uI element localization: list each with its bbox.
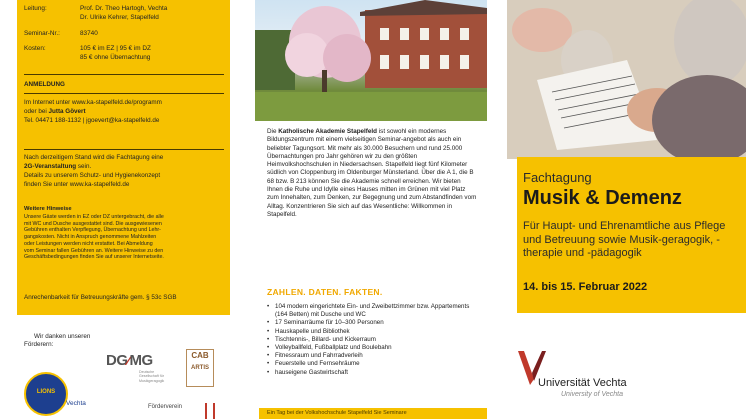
foerderverein-logo	[205, 403, 215, 419]
hints-text: Unsere Gäste werden in EZ oder DZ untergebracht, die alle mit WC und Dusche ausgestattet sind. Die ausgewiesenen Gebühren enthalten Verpflegung, Übernachtung und Lehr- gangskosten. Nicht in Anspruch genommene Mahlzeiten oder Leistungen werden nicht erstattet. Bei Abmeldung vom Seminar fallen Gebühren an. Weitere Hinweise zu den Geschäftsbedingungen finden Sie auf unserer Internetseite.	[24, 214, 164, 261]
academy-photo	[255, 0, 487, 121]
list-item: • hauseigene Gastwirtschaft	[267, 369, 477, 377]
list-item: • Fitnessraum und Fahrradverleih	[267, 352, 477, 360]
dgmg-logo: DG⁄MG	[106, 352, 153, 369]
facts-heading: ZAHLEN. DATEN. FAKTEN.	[267, 287, 383, 297]
event-type: Fachtagung	[523, 170, 592, 185]
list-item: • Volleyballfeld, Fußballplatz und Boulebahn	[267, 344, 477, 352]
academy-description: Die Katholische Akademie Stapelfeld ist sowohl ein modernes Bildungszentrum mit einem vielseitigen Seminar-angebot als auch ein beliebter Tagungsort. Mit mehr als 30.000 Besuchern und rund 25.000 Übernachtungen pro Jahr gehören wir zu den größten Heimvolkshochschulen in Niedersachsen. Stapelfeld liegt fünf Kilometer südlich von Cloppenburg im Oldenburger Münsterland. Über die A 1, die B 68 bzw. B 213 können Sie die Akademie schnell erreichen. Wir bieten Ihnen die Ruhe und Idylle eines Hauses mitten im Grünen mit viel Platz zum Innehalten, zum Denken, zur Begegnung und zum Abstandfinden vom Alltag. Konzentrieren Sie sich auf das Wesentliche: Willkommen in Stapelfeld.	[267, 128, 477, 218]
list-item: • 104 modern eingerichtete Ein- und Zweibettzimmer bzw. Appartements (164 Betten) mit Dusche und WC	[267, 303, 477, 319]
list-item: • Hauskapelle und Bibliothek	[267, 328, 477, 336]
divider	[24, 74, 224, 75]
academy-building-image	[255, 0, 487, 121]
registration-url[interactable]: Im Internet unter www.ka-stapelfeld.de/programm	[24, 99, 162, 106]
dgmg-logo-subtitle: Deutsche Gesellschaft für Musikgeragogik	[139, 370, 165, 383]
list-item: • 17 Seminarräume für 10–300 Personen	[267, 319, 477, 327]
info-panel: Leitung: Prof. Dr. Theo Hartogh, Vechta Dr. Ulrike Kehrer, Stapelfeld Seminar-Nr.: 83740 Kosten: 105 € im EZ | 95 € im DZ 85 € ohne Übernachtung ANMELDUNG Im Internet unter www.ka-stapelfeld.de/programm oder bei Jutta Gövert Tel. 04471 188-1132 | jgoevert@ka-stapelfeld.de Nach derzeitigem Stand wird die Fachtagung eine 2G-Veranstaltung sein. Details zu unserem Schutz- und Hygienekonzept finden Sie unter www.ka-stapelfeld.de Weitere Hinweise Unsere Gäste werden in EZ oder DZ untergebracht, die alle mit WC und Dusche ausgestattet sind. Die ausgewiesenen Gebühren enthalten Verpflegung, Übernachtung und Lehr- gangskosten. Nicht in Anspruch genommene Mahlzeiten oder Leistungen werden nicht erstattet. Bei Abmeldung vom Seminar fallen Gebühren an. Weitere Hinweise zu den Geschäftsbedingungen finden Sie auf unserer Internetseite. Anrechenbarkeit für Betreuungskräfte gem. § 53c SGB Wir danken unseren Förderern: LIONS Vechta DG⁄MG Deutsche Gesellschaft für Musikgeragogik CAB ARTIS Förderverein	[0, 0, 244, 419]
registration-contact: oder bei Jutta Gövert	[24, 108, 86, 115]
divider	[24, 93, 224, 94]
cab-artis-logo: CAB ARTIS	[186, 349, 214, 387]
academy-panel	[249, 0, 490, 419]
status-text[interactable]: finden Sie unter www.ka-stapelfeld.de	[24, 181, 130, 188]
title-panel	[507, 0, 746, 419]
sponsors-heading: Wir danken unseren Förderern:	[24, 333, 91, 348]
divider	[24, 149, 224, 150]
lions-vechta-label: Vechta	[66, 400, 86, 407]
cover-photo	[507, 0, 746, 159]
foerderverein-label: Förderverein	[148, 404, 183, 410]
status-text: Details zu unserem Schutz- und Hygienekonzept	[24, 172, 161, 179]
facts-list	[267, 303, 477, 377]
university-subtitle: University of Vechta	[561, 391, 623, 398]
lions-logo: LIONS	[24, 372, 68, 416]
list-item: • Feuerstelle und Fernsehräume	[267, 360, 477, 368]
list-item: • Tischtennis-, Billard- und Kickerraum	[267, 336, 477, 344]
status-text: 2G-Veranstaltung sein.	[24, 163, 92, 170]
event-date: 14. bis 15. Februar 2022	[523, 281, 648, 293]
recognition-text: Anrechenbarkeit für Betreuungskräfte gem. § 53c SGB	[24, 294, 177, 301]
university-name: Universität Vechta	[538, 377, 627, 389]
music-reading-image	[507, 0, 746, 159]
bottom-bar: Ein Tag bei der Volkshochschule Stapelfeld Sie Seminare	[259, 408, 487, 419]
target-audience: Für Haupt- und Ehrenamtliche aus Pflege und Betreuung sowie Musik-geragogik, -therapie und -pädagogik	[523, 220, 726, 259]
registration-heading: ANMELDUNG	[24, 81, 65, 88]
registration-phone-email[interactable]: Tel. 04471 188-1132 | jgoevert@ka-stapelfeld.de	[24, 117, 160, 124]
hints-heading: Weitere Hinweise	[24, 206, 72, 212]
page-title: Musik & Demenz	[523, 187, 682, 209]
status-text: Nach derzeitigem Stand wird die Fachtagung eine	[24, 154, 164, 161]
